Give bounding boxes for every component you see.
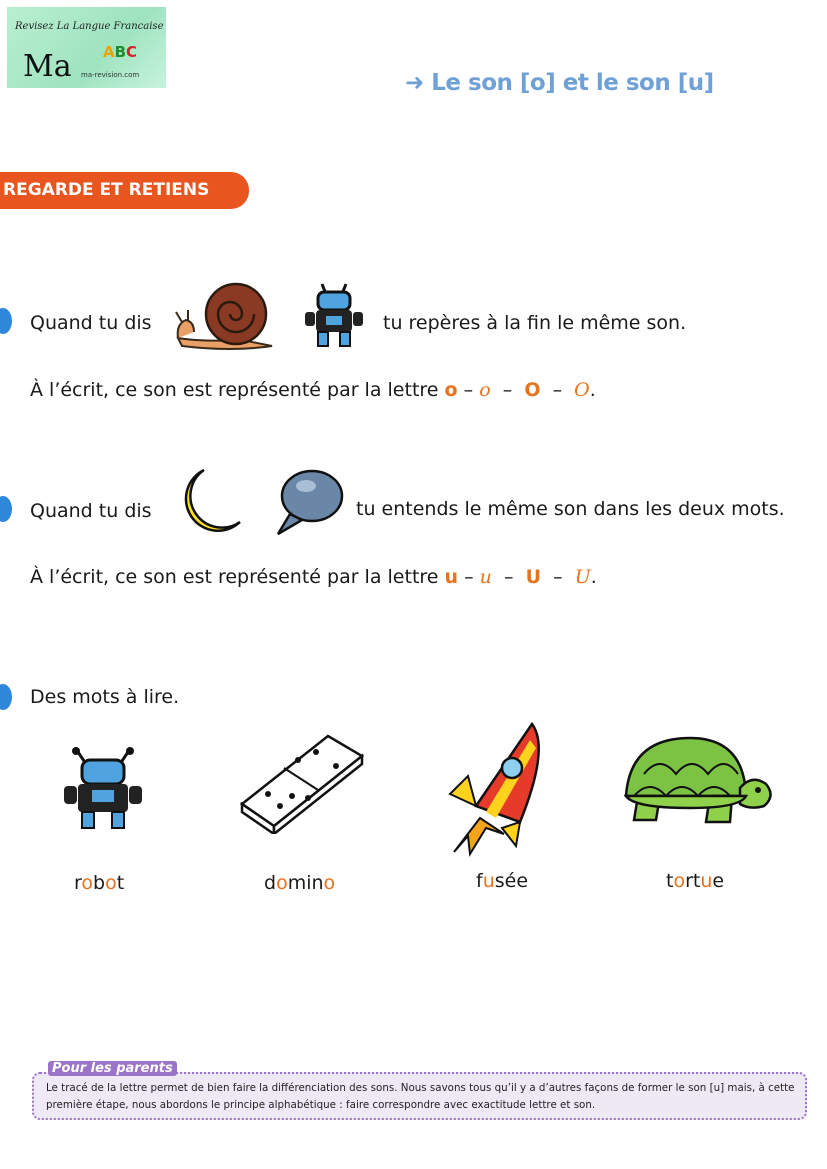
bullet-icon bbox=[0, 496, 12, 522]
rule-o-line2: À l’écrit, ce son est représenté par la lettre o – o – O – O. bbox=[30, 379, 596, 401]
rule-o-line1-start: Quand tu dis bbox=[30, 312, 152, 334]
robot-icon bbox=[62, 746, 144, 832]
parents-note-text: Le tracé de la lettre permet de bien faire la différenciation des sons. Nous savons tous qu’il y a d’autres façons de former le son [u] mais, à cette première étape, nous abordons le principe alphabétique : faire correspondre avec exactitude lettre et son. bbox=[46, 1082, 795, 1111]
turtle-icon bbox=[620, 734, 774, 834]
section-banner: REGARDE ET RETIENS bbox=[0, 172, 249, 209]
letter-o-capital: O bbox=[524, 379, 541, 401]
words-title: Des mots à lire. bbox=[30, 686, 180, 708]
letter-u-cursive: u bbox=[479, 566, 492, 588]
logo-abc: ABC bbox=[103, 43, 138, 61]
letter-u-capital: U bbox=[525, 566, 542, 588]
logo-brand: Ma bbox=[23, 49, 72, 84]
parents-label: Pour les parents bbox=[48, 1061, 177, 1076]
logo-site: ma-revision.com bbox=[81, 71, 140, 79]
word-tortue: tortue bbox=[666, 870, 725, 892]
word-domino: domino bbox=[264, 872, 336, 894]
rule-u-line1-start: Quand tu dis bbox=[30, 500, 152, 522]
letter-o-print: o bbox=[444, 379, 458, 401]
rule-u-line1-end: tu entends le même son dans les deux mots. bbox=[356, 498, 785, 520]
page-title: ➜ Le son [o] et le son [u] bbox=[405, 70, 714, 96]
letter-u-capital-cursive: U bbox=[574, 566, 591, 588]
domino-icon bbox=[238, 730, 366, 834]
rule-o-line1-end: tu repères à la fin le même son. bbox=[383, 312, 687, 334]
word-robot: robot bbox=[74, 872, 125, 894]
logo-tagline: Revisez La Langue Francaise bbox=[15, 21, 164, 32]
bullet-icon bbox=[0, 684, 12, 710]
moon-icon bbox=[170, 466, 244, 536]
letter-u-print: u bbox=[444, 566, 459, 588]
snail-icon bbox=[172, 280, 274, 352]
rocket-icon bbox=[446, 718, 554, 858]
pushpin-icon bbox=[268, 466, 346, 538]
word-fusee: fusée bbox=[476, 870, 529, 892]
bullet-icon bbox=[0, 308, 12, 334]
letter-o-cursive: o bbox=[479, 379, 491, 401]
site-logo bbox=[7, 7, 166, 88]
robot-icon bbox=[302, 280, 366, 350]
rule-u-line2: À l’écrit, ce son est représenté par la lettre u – u – U – U. bbox=[30, 566, 597, 588]
letter-o-capital-cursive: O bbox=[574, 379, 590, 401]
